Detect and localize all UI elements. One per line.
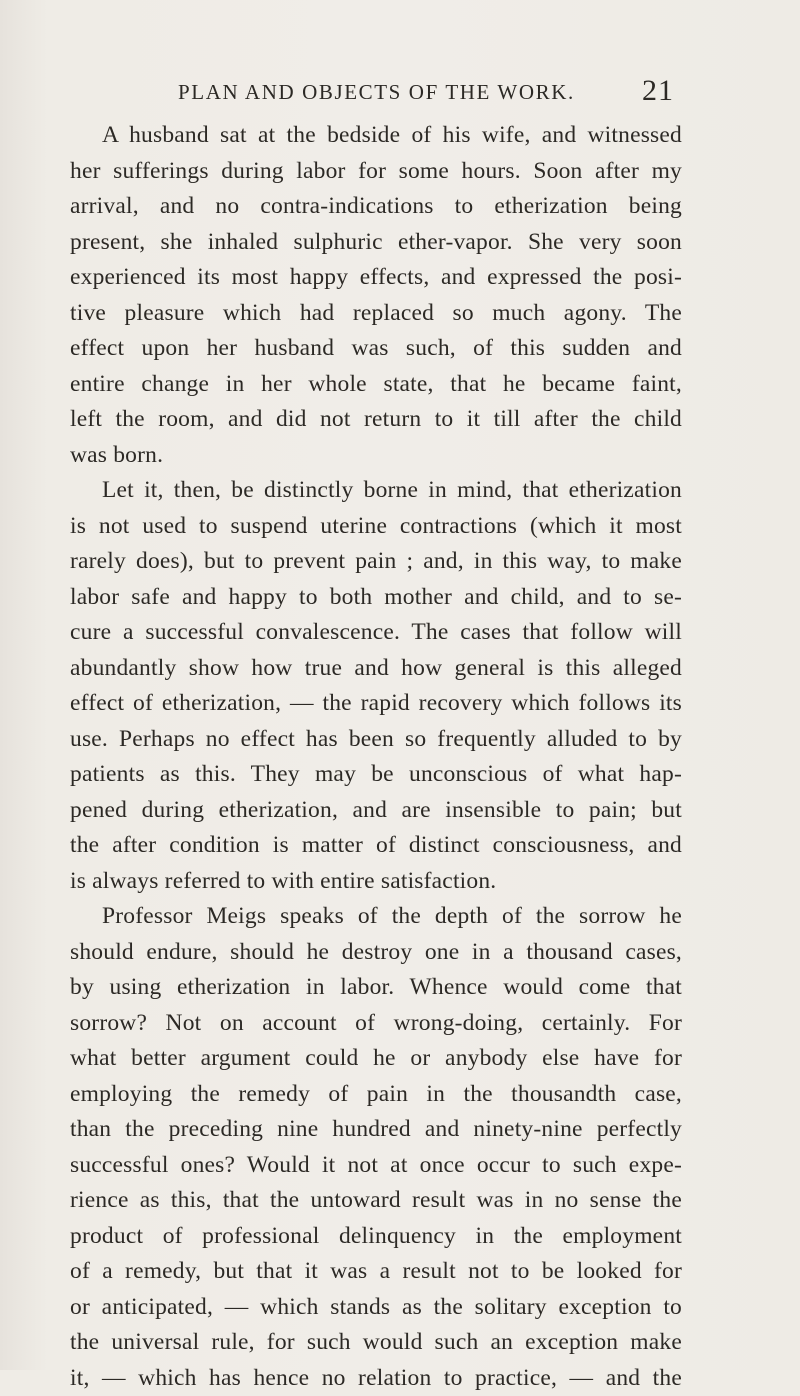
text-line: employing the remedy of pain in the thousandth case, [70,1077,682,1113]
text-line: tive pleasure which had replaced so much agony. The [70,296,682,332]
text-line: effect upon her husband was such, of this sudden and [70,331,682,367]
text-line: labor safe and happy to both mother and child, and to se- [70,580,682,616]
text-line: or anticipated, — which stands as the solitary exception to [70,1290,682,1326]
text-line: by using etherization in labor. Whence would come that [70,970,682,1006]
text-line: entire change in her whole state, that he became faint, [70,367,682,403]
text-line: cure a successful convalescence. The cases that follow will [70,615,682,651]
text-line: A husband sat at the bedside of his wife, and witnessed [70,118,682,154]
text-line: experienced its most happy effects, and expressed the posi- [70,260,682,296]
text-line: what better argument could he or anybody else have for [70,1041,682,1077]
body-text [70,118,682,1396]
page-number: 21 [642,74,674,108]
text-line: abundantly show how true and how general is this alleged [70,651,682,687]
running-head: PLAN AND OBJECTS OF THE WORK. [178,80,678,105]
text-line: Let it, then, be distinctly borne in mind, that etherization [70,473,682,509]
text-line: use. Perhaps no effect has been so frequently alluded to by [70,722,682,758]
text-line: than the preceding nine hundred and ninety-nine perfectly [70,1112,682,1148]
text-line: left the room, and did not return to it till after the child [70,402,682,438]
text-line: product of professional delinquency in the employment [70,1219,682,1255]
text-line: of a remedy, but that it was a result not to be looked for [70,1254,682,1290]
text-line: pened during etherization, and are insensible to pain; but [70,793,682,829]
text-line: the universal rule, for such would such an exception make [70,1325,682,1361]
text-line: Professor Meigs speaks of the depth of the sorrow he [70,899,682,935]
text-line: is not used to suspend uterine contractions (which it most [70,509,682,545]
text-line: rarely does), but to prevent pain ; and, in this way, to make [70,544,682,580]
text-line: should endure, should he destroy one in a thousand cases, [70,935,682,971]
text-line: her sufferings during labor for some hours. Soon after my [70,154,682,190]
text-line: patients as this. They may be unconscious of what hap- [70,757,682,793]
text-line: effect of etherization, — the rapid recovery which follows its [70,686,682,722]
text-line: successful ones? Would it not at once occur to such expe- [70,1148,682,1184]
text-line: was born. [70,438,682,474]
text-line: arrival, and no contra-indications to etherization being [70,189,682,225]
text-line: present, she inhaled sulphuric ether-vapor. She very soon [70,225,682,261]
text-line: the after condition is matter of distinct consciousness, and [70,828,682,864]
text-line: sorrow? Not on account of wrong-doing, certainly. For [70,1006,682,1042]
text-line: rience as this, that the untoward result was in no sense the [70,1183,682,1219]
text-line: it, — which has hence no relation to practice, — and the [70,1361,682,1396]
text-line: is always referred to with entire satisfaction. [70,864,682,900]
